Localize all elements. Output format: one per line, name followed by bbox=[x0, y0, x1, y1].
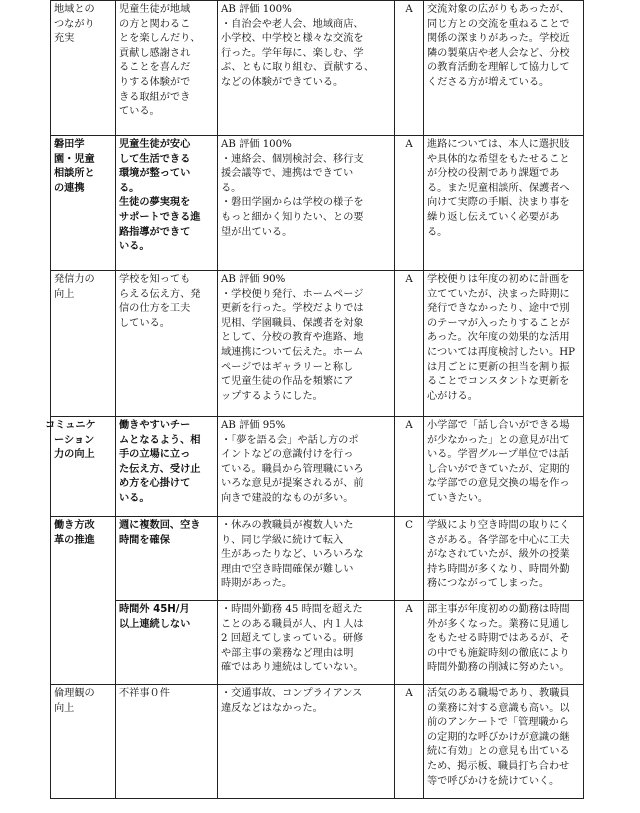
result-line: ップするようにした。 bbox=[221, 390, 323, 402]
goal-cell bbox=[116, 517, 218, 601]
result-cell bbox=[218, 1, 395, 136]
result-cell bbox=[218, 685, 395, 799]
result-line: 小学校、中学校と様々な交流を bbox=[221, 33, 364, 45]
issue-cell bbox=[424, 517, 584, 601]
result-line: 望が出ている。 bbox=[221, 226, 293, 238]
result-cell bbox=[218, 271, 395, 417]
goal-line: 時間を確保 bbox=[119, 534, 170, 546]
result-line: 向きで建設的なものが多い。 bbox=[221, 492, 354, 504]
item-cell bbox=[51, 136, 116, 271]
goal-cell bbox=[116, 417, 218, 517]
grade-cell: A bbox=[395, 1, 424, 136]
issue-line: ていきたい。 bbox=[427, 492, 489, 504]
issue-line: し合いができていたが、定期的 bbox=[427, 463, 570, 475]
grade-cell: A bbox=[395, 601, 424, 685]
item-line: 充実 bbox=[54, 33, 75, 45]
grade-cell: C bbox=[395, 517, 424, 601]
issue-line: な学部での意見交換の場を作っ bbox=[427, 478, 570, 490]
result-line: 違反などはなかった。 bbox=[221, 702, 323, 714]
item-line: ーション bbox=[54, 434, 95, 446]
issue-line: が少なかった」との意見が出て bbox=[427, 434, 570, 446]
item-cell bbox=[51, 271, 116, 417]
issue-cell bbox=[424, 136, 584, 271]
result-line: 更新を行った。学校だよりでは bbox=[221, 303, 364, 315]
issue-line: 時間外勤務の削減に努めたい。 bbox=[427, 662, 570, 674]
item-line: 力の向上 bbox=[54, 449, 95, 461]
issue-line: 同じ方との交流を重ねることで bbox=[427, 18, 570, 30]
issue-line: をもたせる時期ではあるが、そ bbox=[427, 633, 570, 645]
table-row bbox=[51, 685, 584, 799]
issue-line: さがある。各学部を中心に工夫 bbox=[427, 534, 570, 546]
issue-line: あった。次年度の効果的な活用 bbox=[427, 332, 570, 344]
result-line: イントなどの意識付けを行っ bbox=[221, 449, 354, 461]
issue-cell bbox=[424, 685, 584, 799]
issue-line: 向けて実際の手順、決まり事を bbox=[427, 197, 570, 209]
item-line: 革の推進 bbox=[54, 534, 95, 546]
goal-line: 環境が整ってい bbox=[119, 168, 191, 180]
result-line: AB 評価 90% bbox=[221, 274, 286, 285]
goal-line: の方と関わるこ bbox=[119, 18, 191, 30]
item-line: 働き方改 bbox=[54, 520, 95, 531]
goal-line: 働きやすいチー bbox=[119, 420, 191, 431]
result-line: ページではギャラリーと称し bbox=[221, 361, 354, 373]
goal-line: りする体験がで bbox=[119, 76, 191, 88]
goal-line: している。 bbox=[119, 317, 170, 329]
goal-line: た伝え方、受け止 bbox=[119, 463, 201, 475]
issue-line: 小学部で「話し合いができる場 bbox=[427, 420, 570, 431]
item-line: 園・児童 bbox=[54, 153, 95, 165]
result-line: もっと細かく知りたい、との要 bbox=[221, 211, 364, 223]
table-row bbox=[51, 136, 584, 271]
issue-line: 交流対象の広がりもあったが、 bbox=[427, 4, 570, 15]
result-line: ・自治会や老人会、地域商店、 bbox=[221, 18, 364, 30]
result-line: 域連携について伝えた。ホーム bbox=[221, 346, 364, 358]
result-line: ・連絡会、個別検討会、移行支 bbox=[221, 153, 364, 165]
goal-line: 信の仕方を工夫 bbox=[119, 303, 191, 315]
issue-cell bbox=[424, 417, 584, 517]
result-line: などの体験ができている。 bbox=[221, 76, 344, 88]
issue-line: の定期的な呼びかけが意識の継 bbox=[427, 731, 570, 743]
issue-line: 外が多くなった。業務に見通し bbox=[427, 618, 570, 630]
issue-line: 続に有効」との意見も出ている bbox=[427, 746, 570, 758]
goal-line: いる。 bbox=[119, 241, 150, 253]
goal-line: 時間外 45H/月 bbox=[119, 604, 190, 615]
item-cell bbox=[45, 417, 116, 517]
goal-line: 手の立場に立っ bbox=[119, 449, 191, 461]
issue-line: くださる方が増えている。 bbox=[427, 76, 550, 88]
issue-line: が分校の役割であり課題であ bbox=[427, 168, 560, 180]
issue-line: 関係の深まりがあった。学校近 bbox=[427, 33, 570, 45]
grade-cell: A bbox=[395, 136, 424, 271]
result-line: 援会議等で、連携はできてい bbox=[221, 168, 354, 180]
result-line: いろな意見が提案されるが、前 bbox=[221, 478, 364, 490]
goal-line: 不祥事０件 bbox=[119, 688, 170, 699]
issue-line: については再度検討したい。HP bbox=[427, 346, 575, 358]
issue-line: 務につながってしまった。 bbox=[427, 578, 550, 590]
goal-line: とを楽しんだり、 bbox=[119, 33, 201, 45]
issue-line: 立てていたが、決まった時期に bbox=[427, 288, 570, 300]
issue-line: 心がける。 bbox=[427, 390, 478, 402]
goal-cell bbox=[116, 601, 218, 685]
issue-line: 繰り返し伝えていく必要があ bbox=[427, 211, 560, 223]
result-line: AB 評価 95% bbox=[221, 420, 286, 431]
issue-line: 学級により空き時間の取りにく bbox=[427, 520, 570, 531]
issue-cell bbox=[424, 601, 584, 685]
goal-line: 児童生徒が地域 bbox=[119, 4, 191, 15]
result-cell bbox=[218, 417, 395, 517]
issue-line: 発行できなかったり、途中で別 bbox=[427, 303, 570, 315]
item-line: 向上 bbox=[54, 702, 75, 714]
goal-line: 週に複数回、空き bbox=[119, 520, 201, 531]
item-line: 発信力の bbox=[54, 274, 95, 285]
goal-line: いる。 bbox=[119, 492, 150, 504]
goal-line: サポートできる進 bbox=[119, 211, 201, 223]
item-line: 向上 bbox=[54, 288, 75, 300]
grade-cell: A bbox=[395, 417, 424, 517]
goal-line: きる取組ができ bbox=[119, 91, 191, 103]
issue-line: は月ごとに更新の担当を割り振 bbox=[427, 361, 570, 373]
issue-line: 活気のある職場であり、教職員 bbox=[427, 688, 570, 699]
issue-line: 等で呼びかけを続けていく。 bbox=[427, 775, 560, 787]
result-line: 2 回超えてしまっている。研修 bbox=[221, 633, 364, 645]
issue-line: がなされていたが、級外の授業 bbox=[427, 549, 570, 561]
goal-line: 生徒の夢実現を bbox=[119, 197, 191, 209]
result-line: ・磐田学園からは学校の様子を bbox=[221, 197, 364, 209]
issue-line: 学校便りは年度の初めに計画を bbox=[427, 274, 570, 285]
result-cell bbox=[218, 136, 395, 271]
issue-line: 隣の製菓店や老人会など、分校 bbox=[427, 47, 570, 59]
goal-line: 以上連続しない bbox=[119, 618, 191, 630]
result-line: AB 評価 100% bbox=[221, 4, 292, 15]
result-line: 生があったりなど、いろいろな bbox=[221, 549, 364, 561]
evaluation-table bbox=[45, 0, 584, 799]
issue-line: ため、掲示板、職員打ち合わせ bbox=[427, 760, 570, 772]
grade-cell: A bbox=[395, 685, 424, 799]
item-line: 相談所と bbox=[54, 168, 95, 180]
item-cell bbox=[51, 1, 116, 136]
item-line: コミュニケ bbox=[45, 420, 96, 431]
table-row bbox=[51, 517, 584, 601]
result-line: り、同じ学級に続けて転入 bbox=[221, 534, 344, 546]
item-cell bbox=[51, 517, 116, 685]
issue-line: の中でも施錠時刻の徹底により bbox=[427, 647, 570, 659]
goal-line: ムとなるよう、相 bbox=[119, 434, 201, 446]
result-line: 確ではあり連続はしていない。 bbox=[221, 662, 364, 674]
goal-line: め方を心掛けて bbox=[119, 478, 191, 490]
goal-cell bbox=[116, 1, 218, 136]
result-line: として、分校の教育や進路、地 bbox=[221, 332, 364, 344]
goal-line: らえる伝え方、発 bbox=[119, 288, 201, 300]
goal-line: 学校を知っても bbox=[119, 274, 191, 285]
issue-line: る。 bbox=[427, 226, 448, 238]
issue-cell bbox=[424, 1, 584, 136]
goal-line: ることを喜んだ bbox=[119, 62, 191, 74]
goal-line: 児童生徒が安心 bbox=[119, 139, 191, 150]
result-line: て児童生徒の作品を頻繁にア bbox=[221, 376, 354, 388]
result-line: ・学校便り発行、ホームページ bbox=[221, 288, 364, 300]
issue-line: 部主事が年度初めの勤務は時間 bbox=[427, 604, 570, 615]
result-line: ことのある職員が人、内１人は bbox=[221, 618, 364, 630]
issue-line: ることでコンスタントな更新を bbox=[427, 376, 570, 388]
result-cell bbox=[218, 517, 395, 601]
result-line: ・「夢を語る会」や話し方のポ bbox=[221, 434, 359, 446]
result-line: ・休みの教職員が複数人いた bbox=[221, 520, 354, 531]
item-line: 倫理観の bbox=[54, 688, 95, 699]
issue-line: の業務に対する意識も高い。以 bbox=[427, 702, 570, 714]
issue-line: の教育活動を理解して協力して bbox=[427, 62, 570, 74]
result-line: 理由で空き時間確保が難しい bbox=[221, 563, 354, 575]
goal-line: して生活できる bbox=[119, 153, 191, 165]
result-line: 時期があった。 bbox=[221, 578, 293, 590]
result-line: ぶ、ともに取り組む、貢献する、 bbox=[221, 62, 375, 74]
goal-line: る。 bbox=[119, 182, 140, 194]
table-row bbox=[51, 1, 584, 136]
item-cell bbox=[51, 685, 116, 799]
result-line: る。 bbox=[221, 182, 242, 194]
table-row bbox=[51, 417, 584, 517]
result-line: 児相、学園職員、保護者を対象 bbox=[221, 317, 364, 329]
issue-line: や具体的な希望をもたせること bbox=[427, 153, 570, 165]
goal-cell bbox=[116, 685, 218, 799]
result-line: ている。職員から管理職にいろ bbox=[221, 463, 364, 475]
goal-cell bbox=[116, 136, 218, 271]
item-line: 地域との bbox=[54, 4, 95, 15]
item-line: 磐田学 bbox=[54, 139, 85, 150]
issue-line: いる。学習グループ単位では話 bbox=[427, 449, 569, 461]
table-row bbox=[51, 271, 584, 417]
item-line: つながり bbox=[54, 18, 95, 30]
result-line: 行った。学年毎に、楽しむ、学 bbox=[221, 47, 364, 59]
result-line: や部主事の業務など理由は明 bbox=[221, 647, 354, 659]
goal-cell bbox=[116, 271, 218, 417]
issue-line: 前のアンケートで「管理職から bbox=[427, 717, 570, 729]
issue-cell bbox=[424, 271, 584, 417]
item-line: の連携 bbox=[54, 182, 85, 194]
goal-line: ている。 bbox=[119, 106, 160, 118]
evaluation-table-body bbox=[45, 1, 584, 799]
grade-cell: A bbox=[395, 271, 424, 417]
result-line: ・交通事故、コンプライアンス bbox=[221, 688, 363, 699]
issue-line: 進路については、本人に選択肢 bbox=[427, 139, 570, 150]
goal-line: 貢献し感謝され bbox=[119, 47, 191, 59]
result-cell bbox=[218, 601, 395, 685]
result-line: ・時間外勤務 45 時間を超えた bbox=[221, 604, 363, 615]
issue-line: 持ち時間が多くなり、時間外勤 bbox=[427, 563, 570, 575]
goal-line: 路指導ができて bbox=[119, 226, 191, 238]
issue-line: のテーマが入ったりすることが bbox=[427, 317, 570, 329]
result-line: AB 評価 100% bbox=[221, 139, 292, 150]
issue-line: る。また児童相談所、保護者へ bbox=[427, 182, 570, 194]
table-row bbox=[51, 601, 584, 685]
